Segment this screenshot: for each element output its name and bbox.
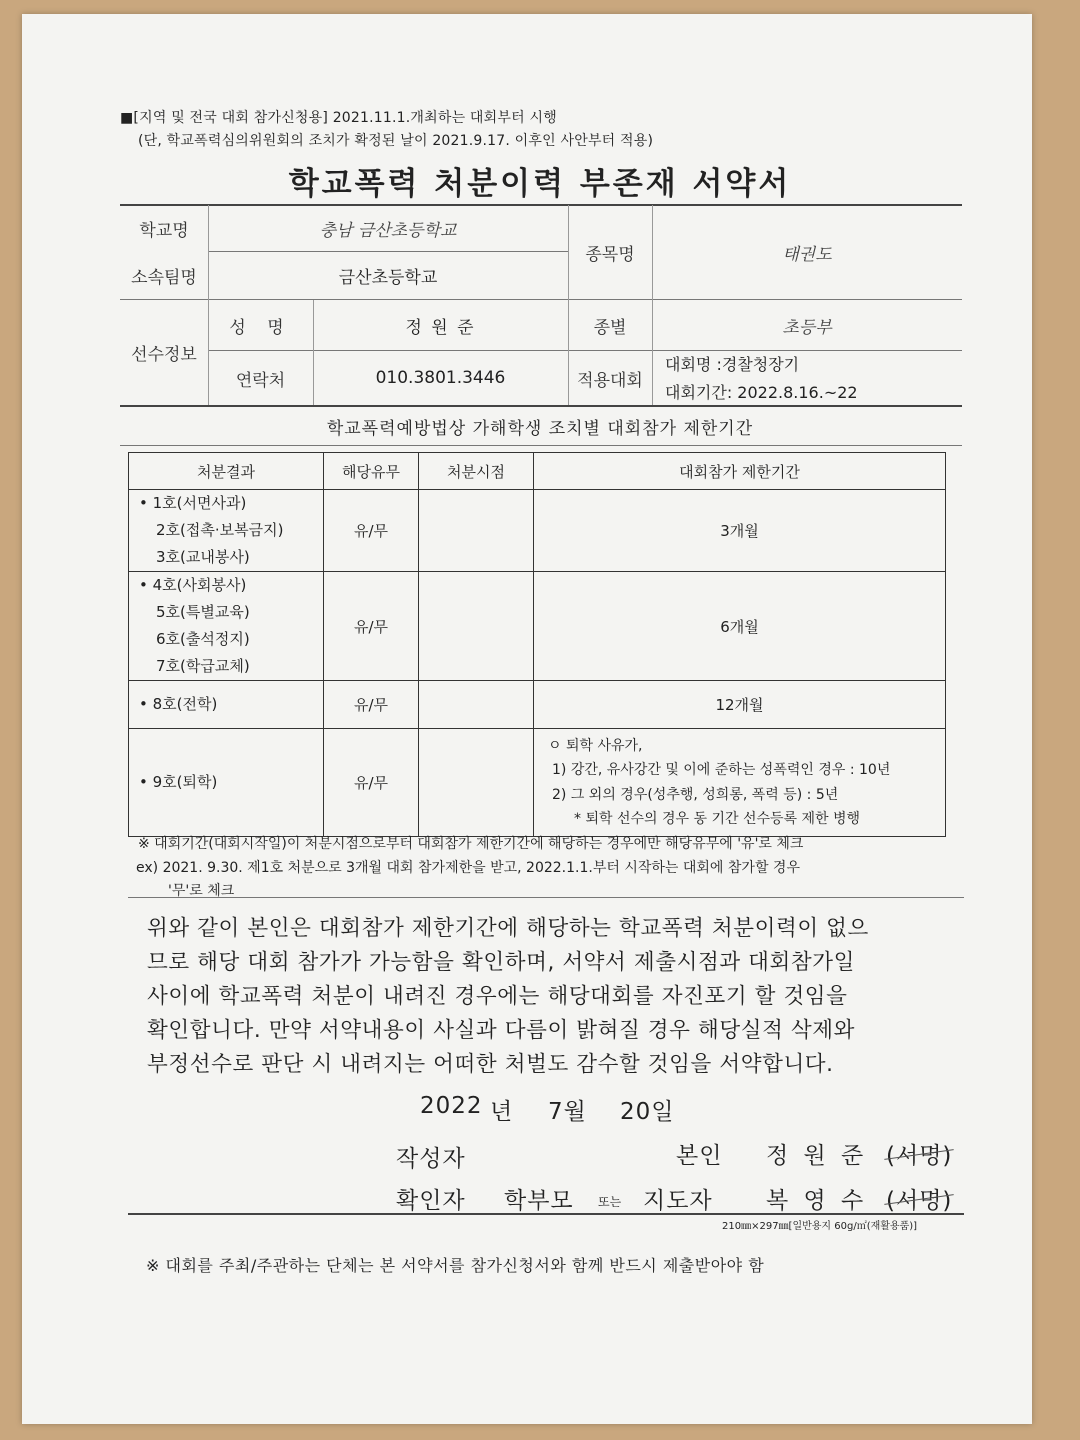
sport-value: 태권도 [782, 244, 832, 265]
footer-notice: ※ 대회를 주최/주관하는 단체는 본 서약서를 참가신청서와 함께 반드시 제출받아야 함 [146, 1256, 765, 1275]
penalty-item: 3호(교내봉사) [156, 548, 250, 566]
period-cell: 12개월 [534, 681, 946, 729]
school-label: 학교명 [139, 220, 189, 241]
penalty-item: • 8호(전학) [139, 695, 218, 713]
yn-cell[interactable]: 유/무 [324, 681, 419, 729]
date-month: 7월 [548, 1099, 587, 1125]
date-year-unit: 년 [490, 1099, 514, 1125]
period-cell: 6개월 [534, 572, 946, 681]
category-value: 초등부 [782, 317, 832, 338]
note-1: ※ 대회기간(대회시작일)이 처분시점으로부터 대회참가 제한기간에 해당하는 경우에만 해당유무에 '유'로 체크 [138, 836, 804, 852]
header-line-1: ■[지역 및 전국 대회 참가신청용] 2021.11.1.개최하는 대회부터 시행 [120, 110, 557, 126]
time-cell[interactable] [419, 490, 534, 572]
date-day: 20일 [620, 1099, 675, 1125]
pledge-text [147, 912, 947, 1082]
period-line: ㅇ 퇴학 사유가, [548, 737, 643, 754]
time-cell[interactable] [419, 572, 534, 681]
signature-mark: (서명) [886, 1137, 952, 1170]
time-cell[interactable] [419, 729, 534, 837]
period-line: 2) 그 외의 경우(성추행, 성희롱, 폭력 등) : 5년 [552, 786, 839, 803]
penalty-item: • 1호(서면사과) [139, 494, 247, 512]
period-cell: 3개월 [534, 490, 946, 572]
penalty-items [129, 490, 324, 572]
paper-spec: 210㎜×297㎜[일반용지 60g/㎡(재활용품)] [722, 1221, 918, 1232]
or-label: 또는 [598, 1195, 622, 1209]
coach-label: 지도자 [643, 1188, 713, 1214]
period-line: * 퇴학 선수의 경우 동 기간 선수등록 제한 병행 [574, 811, 861, 827]
document-title: 학교폭력 처분이력 부존재 서약서 [288, 166, 792, 202]
sport-label: 종목명 [585, 244, 635, 265]
header-line-2: (단, 학교폭력심의위원회의 조치가 확정된 날이 2021.9.17. 이후인 사안부터 적용) [138, 133, 654, 149]
penalty-table [128, 452, 946, 837]
pledge-line: 확인합니다. 만약 서약내용이 사실과 다름이 밝혀질 경우 해당실적 삭제와 [147, 1018, 855, 1043]
team-label: 소속팀명 [131, 268, 197, 288]
yn-cell[interactable]: 유/무 [324, 572, 419, 681]
pledge-line: 므로 해당 대회 참가가 가능함을 확인하며, 서약서 제출시점과 대회참가일 [147, 950, 855, 975]
table-row [129, 572, 946, 681]
school-value: 충남 금산초등학교 [319, 220, 457, 241]
pledge-line: 부정선수로 판단 시 내려지는 어떠한 처벌도 감수할 것임을 서약합니다. [147, 1052, 834, 1077]
parent-label: 학부모 [504, 1188, 574, 1214]
period-line: 1) 강간, 유사강간 및 이에 준하는 성폭력인 경우 : 10년 [552, 762, 891, 778]
subtitle-underline [120, 445, 962, 446]
writer-label: 작성자 [396, 1146, 466, 1172]
footer-divider [128, 1213, 964, 1215]
category-label: 종별 [593, 317, 627, 338]
pledge-line: 위와 같이 본인은 대회참가 제한기간에 해당하는 학교폭력 처분이력이 없으 [147, 916, 869, 941]
pledge-line: 사이에 학교폭력 처분이 내려진 경우에는 해당대회를 자진포기 할 것임을 [147, 984, 848, 1009]
time-cell[interactable] [419, 681, 534, 729]
self-sign-mark[interactable] [886, 1137, 952, 1170]
penalty-item: • 4호(사회봉사) [139, 576, 247, 594]
note-2: ex) 2021. 9.30. 제1호 처분으로 3개월 대회 참가제한을 받고, 2022.1.1.부터 시작하는 대회에 참가할 경우 [136, 860, 800, 876]
self-name: 정 원 준 [766, 1143, 868, 1169]
yn-cell[interactable]: 유/무 [324, 490, 419, 572]
period-cell [534, 729, 946, 837]
penalty-items [129, 729, 324, 837]
coach-name: 복 영 수 [766, 1188, 868, 1214]
info-bottom-border [120, 405, 962, 407]
name-label: 성 명 [229, 317, 292, 338]
confirm-label: 확인자 [396, 1188, 466, 1214]
penalty-item: 7호(학급교체) [156, 657, 250, 675]
table-row [129, 490, 946, 572]
note-3: '무'로 체크 [168, 883, 235, 899]
yn-cell[interactable]: 유/무 [324, 729, 419, 837]
event-name: 대회명 :경찰청장기 [665, 355, 800, 374]
event-label: 적용대회 [577, 370, 643, 391]
penalty-item: 5호(특별교육) [156, 603, 250, 621]
penalty-subtitle: 학교폭력예방법상 가해학생 조치별 대회참가 제한기간 [326, 419, 754, 439]
penalty-items [129, 572, 324, 681]
signature-mark: (서명) [886, 1182, 952, 1215]
penalty-item: • 9호(퇴학) [139, 773, 218, 791]
col-header-yn: 해당유무 [324, 453, 419, 490]
col-header-result: 처분결과 [129, 453, 324, 490]
team-value: 금산초등학교 [338, 268, 438, 288]
penalty-items [129, 681, 324, 729]
event-period: 대회기간: 2022.8.16.~22 [665, 383, 858, 402]
notes-divider [128, 897, 964, 898]
self-label: 본인 [676, 1143, 723, 1169]
date-year: 2022 [420, 1093, 483, 1119]
name-value: 정 원 준 [405, 317, 476, 338]
table-header-row [129, 453, 946, 490]
table-row [129, 729, 946, 837]
coach-sign-mark[interactable] [886, 1182, 952, 1215]
table-row [129, 681, 946, 729]
penalty-item: 2호(접촉·보복금지) [156, 521, 284, 539]
col-header-period: 대회참가 제한기간 [534, 453, 946, 490]
contact-label: 연락처 [235, 370, 286, 391]
col-header-time: 처분시점 [419, 453, 534, 490]
penalty-item: 6호(출석정지) [156, 630, 250, 648]
player-info-label: 선수정보 [131, 345, 197, 365]
contact-value: 010.3801.3446 [375, 368, 506, 388]
